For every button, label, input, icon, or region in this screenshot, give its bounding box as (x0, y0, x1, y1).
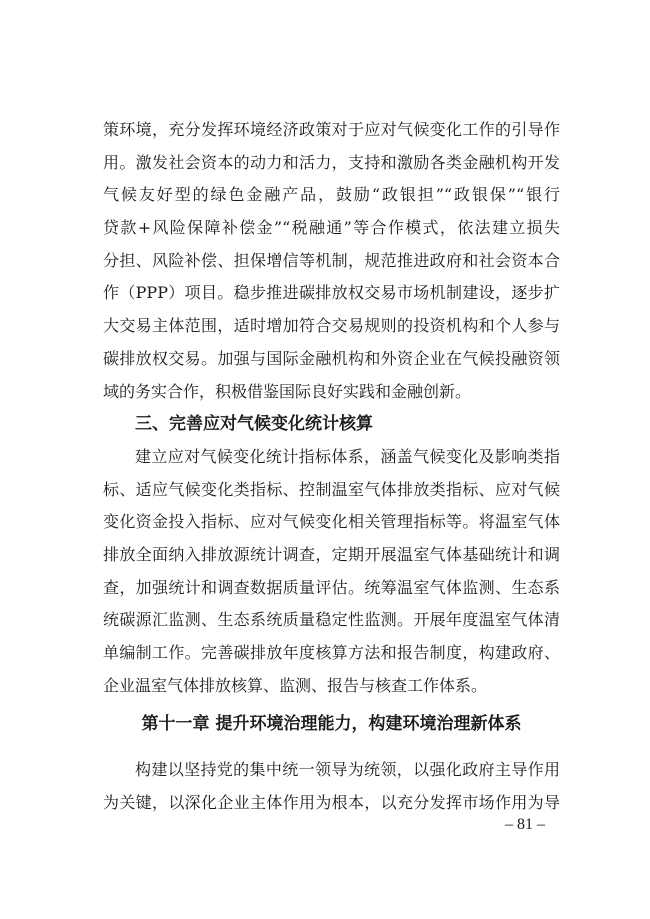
section-heading: 三、完善应对气候变化统计核算 (135, 414, 373, 435)
chapter-heading: 第十一章 提升环境治理能力，构建环境治理新体系 (141, 714, 522, 735)
page-number: – 81 – (505, 816, 545, 833)
paragraph-1 (103, 114, 560, 408)
text-line: 构建以坚持党的集中统一领导为统领，以强化政府主导作用 (135, 760, 560, 780)
paragraph-2 (103, 441, 560, 703)
text-line: 作（PPP）项目。稳步推进碳排放权交易市场机制建设，逐步扩 (103, 283, 560, 303)
text-line: 气候友好型的绿色金融产品，鼓励“政银担”“政银保”“银行 (103, 185, 560, 205)
text-line: 策环境，充分发挥环境经济政策对于应对气候变化工作的引导作 (103, 120, 560, 139)
paragraph-3 (103, 754, 560, 819)
text-line: 建立应对气候变化统计指标体系，涵盖气候变化及影响类指 (135, 446, 560, 466)
text-line: 大交易主体范围，适时增加符合交易规则的投资机构和个人参与 (103, 316, 560, 336)
text-line: 用。激发社会资本的动力和活力，支持和激励各类金融机构开发 (103, 152, 560, 172)
text-line: 排放全面纳入排放源统计调查，定期开展温室气体基础统计和调 (103, 544, 560, 564)
text-line: 统碳源汇监测、生态系统质量稳定性监测。开展年度温室气体清 (103, 610, 560, 630)
text-line: 企业温室气体排放核算、监测、报告与核查工作体系。 (103, 675, 488, 695)
text-line: 分担、风险补偿、担保增信等机制，规范推进政府和社会资本合 (103, 250, 560, 270)
text-line: 变化资金投入指标、应对气候变化相关管理指标等。将温室气体 (103, 512, 560, 532)
document-page (103, 114, 560, 820)
text-line: 碳排放权交易。加强与国际金融机构和外资企业在气候投融资领 (103, 348, 560, 368)
text-line: 为关键，以深化企业主体作用为根本，以充分发挥市场作用为导 (103, 793, 560, 813)
text-line: 单编制工作。完善碳排放年度核算方法和报告制度，构建政府、 (103, 643, 560, 662)
text-line: 贷款+风险保障补偿金”“税融通”等合作模式，依法建立损失 (103, 218, 560, 238)
text-line: 标、适应气候变化类指标、控制温室气体排放类指标、应对气候 (103, 479, 560, 499)
text-line: 查，加强统计和调查数据质量评估。统筹温室气体监测、生态系 (103, 577, 560, 597)
text-line: 域的务实合作，积极借鉴国际良好实践和金融创新。 (103, 381, 472, 401)
